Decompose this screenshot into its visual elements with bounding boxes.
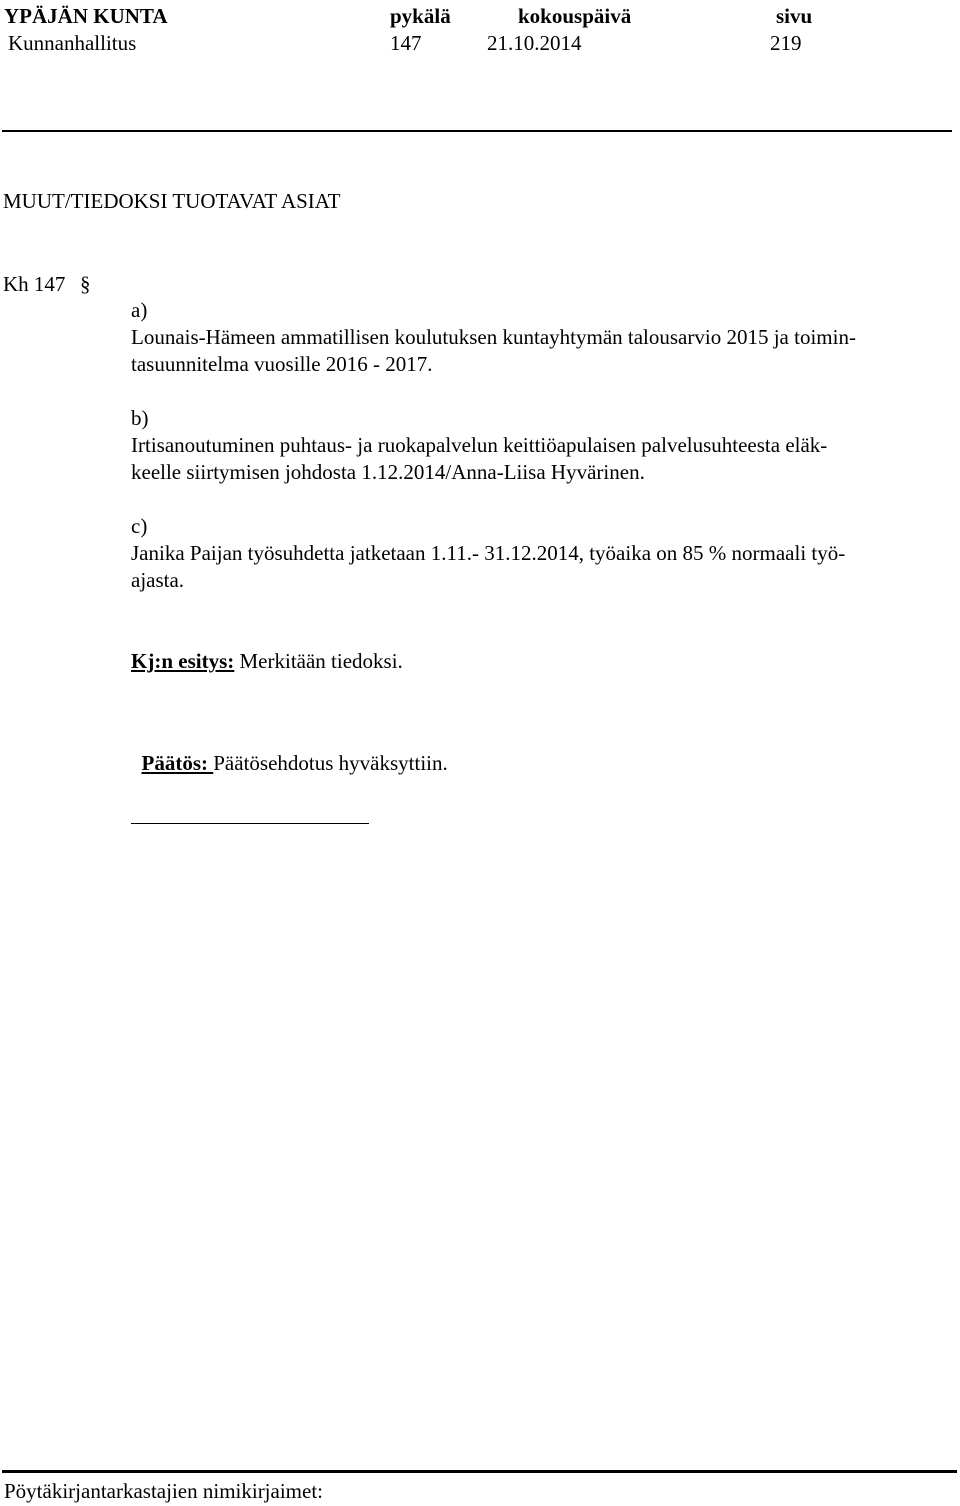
pykala-number: 147 — [390, 31, 422, 55]
item-a-line2: tasuunnitelma vuosille 2016 - 2017. — [131, 352, 433, 376]
item-b-marker: b) — [131, 406, 149, 430]
item-a-line1: Lounais-Hämeen ammatillisen koulutuksen kuntayhtymän talousarvio 2015 ja toimin- — [131, 325, 856, 349]
item-c-line2: ajasta. — [131, 568, 185, 592]
pykala-column-label: pykälä — [390, 4, 451, 28]
proposal — [131, 651, 403, 672]
item-b-line2: keelle siirtymisen johdosta 1.12.2014/Anna-Liisa Hyvärinen. — [131, 460, 645, 484]
proposal-text: Merkitään tiedoksi. — [234, 649, 403, 673]
case-label: Kh 147 — [3, 272, 66, 296]
page-number: 219 — [770, 31, 802, 55]
item-a-marker: a) — [131, 298, 148, 322]
paragraph-symbol: § — [80, 272, 91, 296]
item-c-line1: Janika Paijan työsuhdetta jatketaan 1.11.- 31.12.2014, työaika on 85 % normaali työ- — [131, 541, 846, 565]
kokouspaiva-column-label: kokouspäivä — [518, 4, 632, 28]
footer-divider — [2, 1470, 957, 1473]
end-rule — [131, 823, 369, 824]
header-divider — [2, 130, 952, 132]
governing-body: Kunnanhallitus — [8, 31, 137, 55]
meeting-date: 21.10.2014 — [487, 31, 582, 55]
item-b-line1: Irtisanoutuminen puhtaus- ja ruokapalvelun keittiöapulaisen palvelusuhteesta eläk- — [131, 433, 828, 457]
decision-label: Päätös: — [141, 751, 214, 775]
proposal-label: Kj:n esitys: — [131, 649, 235, 673]
municipality-name: YPÄJÄN KUNTA — [4, 4, 168, 28]
section-title: MUUT/TIEDOKSI TUOTAVAT ASIAT — [3, 189, 341, 213]
decision-text: Päätösehdotus hyväksyttiin. — [213, 751, 448, 775]
footer-initials-label: Pöytäkirjantarkastajien nimikirjaimet: — [4, 1479, 323, 1503]
decision — [131, 732, 448, 774]
sivu-column-label: sivu — [776, 4, 813, 28]
item-c-marker: c) — [131, 514, 148, 538]
